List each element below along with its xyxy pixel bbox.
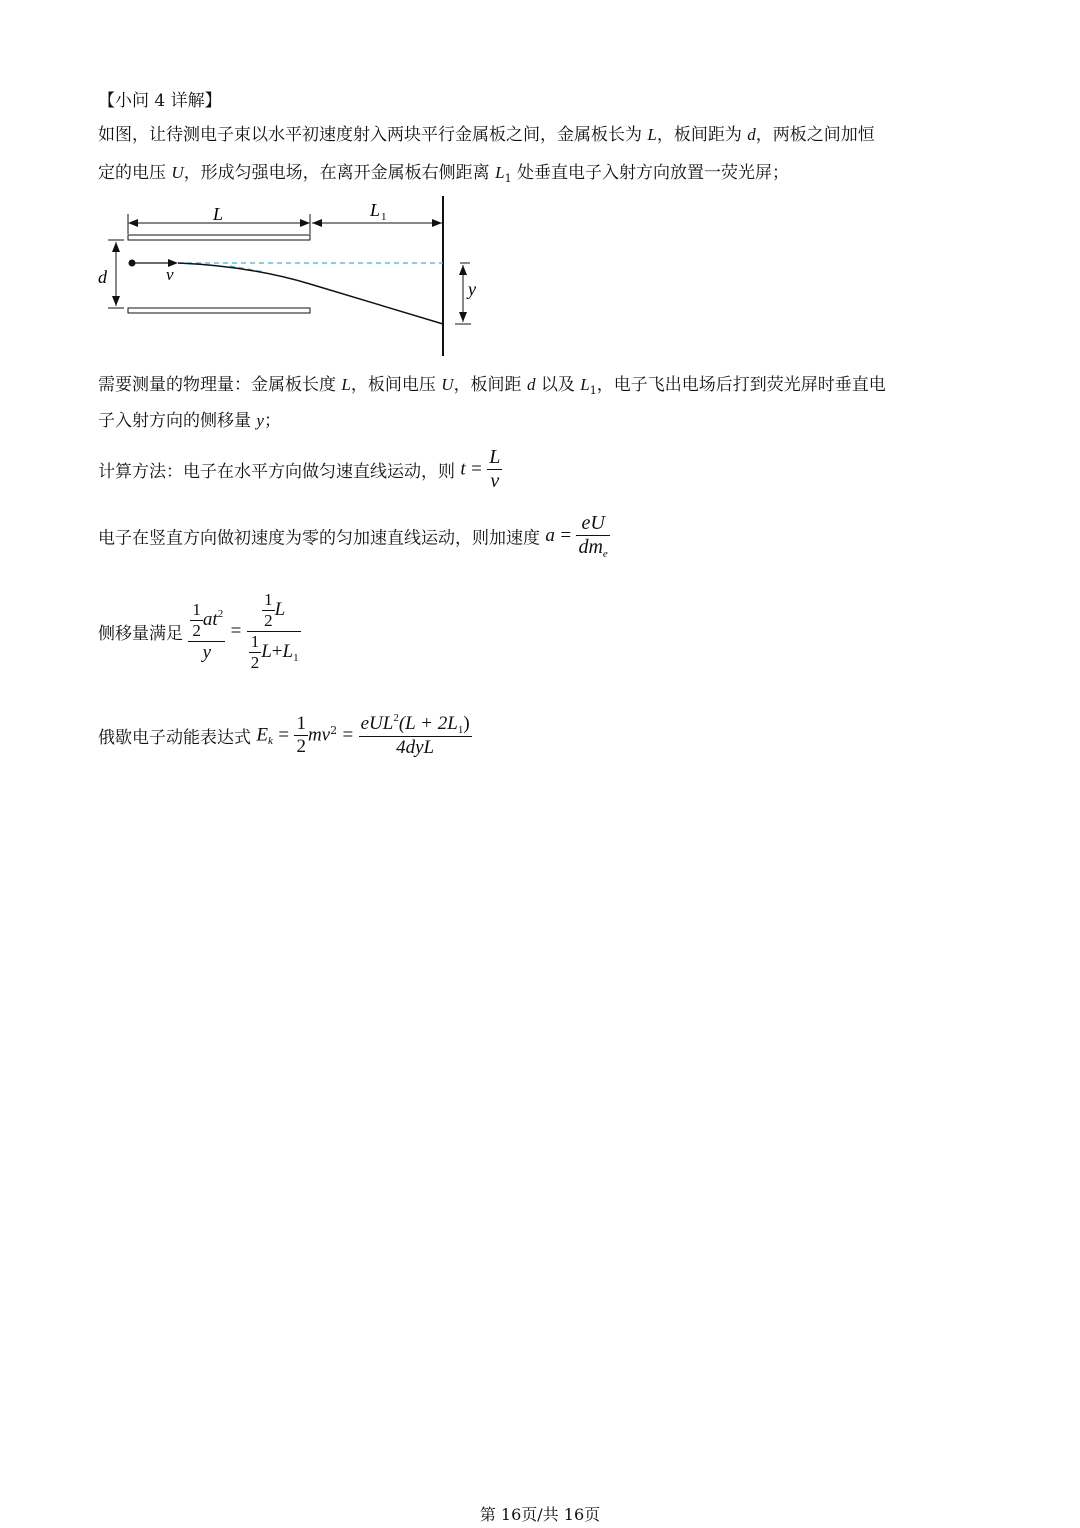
page-footer: 第 16页/共 16页 (479, 1505, 601, 1524)
label-y: y (468, 279, 476, 299)
fraction-energy: $\frac{eUL^2(L + 2L_1)}{\text{4dyL}}$ (360, 712, 470, 758)
fraction-shift-left: $\frac{1}{2}$ $at^2$ y (188, 600, 225, 664)
fraction-L-over-v: $\frac{L}{v}$ (489, 446, 501, 492)
arrow-top-y (459, 265, 467, 275)
calc-time-line: 计算方法：电子在水平方向做匀速直线运动，则 t = $\frac{L}{v}$ (98, 446, 501, 492)
arrow-right-L (300, 219, 310, 227)
measure-line-2: 子入射方向的侧移量 y； (98, 411, 281, 431)
intro-line-1: 如图，让待测电子束以水平初速度射入两块平行金属板之间，金属板长为 L，板间距为 d，两板之间加恒 (98, 125, 875, 145)
shift-line: 侧移量满足 $\frac{1}{2}$ $at^2$ y = $\frac{1}{2}$ L $\frac{1}{2}$ $L+L_1$ (98, 590, 299, 672)
label-d: d (98, 267, 107, 287)
arrow-left-L (128, 219, 138, 227)
intro-line-2: 定的电压 U，形成匀强电场，在离开金属板右侧距离 $L_1$ 处垂直电子入射方向放置一荧光屏； (98, 163, 789, 185)
fraction-one-half: $\frac{1}{2}$ (296, 713, 306, 757)
label-v: v (166, 265, 174, 284)
label-L: L (212, 204, 224, 224)
arrow-bottom-d (112, 296, 120, 306)
fraction-accel: $\frac{eU}{dm_e}$ (578, 512, 608, 560)
deflection-diagram (90, 192, 510, 362)
bottom-plate (128, 308, 310, 313)
tangent-dashed-line (230, 266, 265, 272)
arrow-right-L1 (432, 219, 442, 227)
arrow-bottom-y (459, 312, 467, 322)
accel-line: 电子在竖直方向做初速度为零的匀加速直线运动，则加速度 a = $\frac{eU}{dm_e}$ (98, 512, 608, 560)
arrow-left-L1 (312, 219, 322, 227)
measure-line-1: 需要测量的物理量：金属板长度 L，板间电压 U，板间距 d 以及 $L_1$，电子飞出电场后打到荧光屏时垂直电 (98, 375, 886, 397)
label-L1: L (370, 200, 381, 220)
label-L1-sub: 1 (381, 211, 387, 223)
section-title: 【小问 4 详解】 (98, 91, 222, 111)
top-plate (128, 235, 310, 240)
energy-line: 俄歇电子动能表达式 $E_k$ = $\frac{1}{2}$ $mv^2$ = $\frac{eUL^2(L + 2L_1)}{\text{4dyL}}$ (98, 712, 470, 758)
arrow-top-d (112, 242, 120, 252)
fraction-shift-right: $\frac{1}{2}$ L $\frac{1}{2}$ $L+L_1$ (247, 590, 301, 673)
electron-trajectory (178, 263, 443, 324)
